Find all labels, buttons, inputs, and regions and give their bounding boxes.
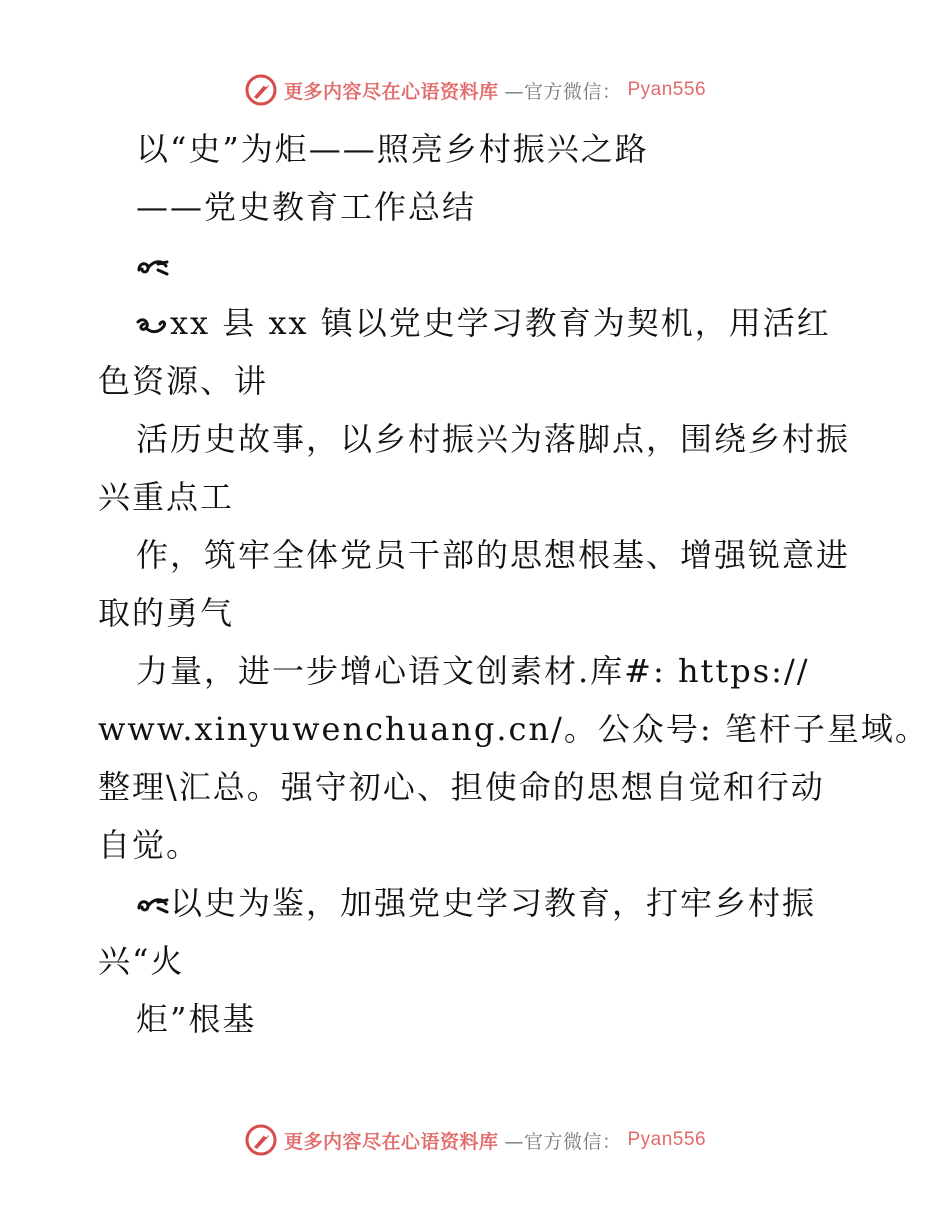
footer-watermark [0,1120,950,1160]
ornament-line [98,236,858,294]
paragraph-line: 兴重点工 [98,478,235,516]
paragraph-line: 以史为鉴，加强党史学习教育，打牢乡村振 [98,874,858,932]
pen-nib-logo-icon [244,1123,278,1157]
watermark-sub-text: —官方微信： [504,1130,622,1153]
paragraph-line: 作，筑牢全体党员干部的思想根基、增强锐意进 [136,536,851,574]
paragraph-line: www.xinyuwenchuang.cn/。公众号: 笔杆子星域。 [98,710,929,748]
swirl-ornament-icon [136,894,170,918]
swirl-ornament-icon [136,256,170,280]
header-watermark [0,70,950,110]
pen-nib-logo-icon [244,73,278,107]
doc-subtitle: ——党史教育工作总结 [136,188,477,226]
watermark-wechat-id: Pyan556 [627,79,707,100]
swirl-ornament-icon [136,314,170,338]
paragraph-line: 力量，进一步增心语文创素材.库#: https:// [136,652,810,690]
paragraph-line: 自觉。 [98,826,201,864]
paragraph-line: 整理\汇总。强守初心、担使命的思想自觉和行动 [98,768,825,806]
watermark-sub-text: —官方微信： [504,80,622,103]
watermark-wechat-id: Pyan556 [627,1129,707,1150]
doc-title: 以“史”为炬——照亮乡村振兴之路 [136,130,649,168]
paragraph-line: 取的勇气 [98,594,235,632]
paragraph-line: 色资源、讲 [98,362,269,400]
paragraph-line: 活历史故事，以乡村振兴为落脚点，围绕乡村振 [136,420,851,458]
paragraph-line: xx 县 xx 镇以党史学习教育为契机，用活红 [98,294,858,352]
watermark-main-text: 更多内容尽在心语资料库 [283,80,499,103]
paragraph-line: 炬”根基 [136,1000,257,1038]
paragraph-line: 兴“火 [98,942,185,980]
document-body [98,120,929,1048]
watermark-main-text: 更多内容尽在心语资料库 [283,1130,499,1153]
